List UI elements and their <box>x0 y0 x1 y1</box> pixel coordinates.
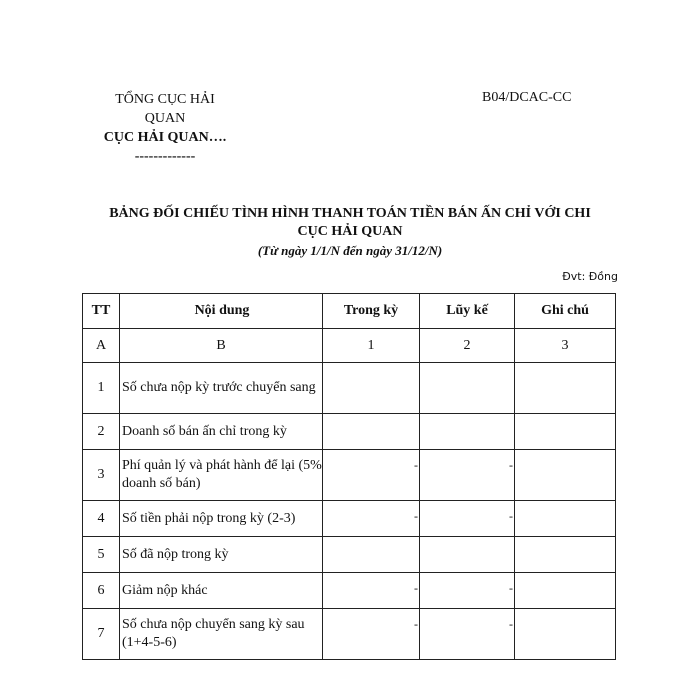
row-number: 5 <box>83 537 120 573</box>
row-content: Số đã nộp trong kỳ <box>120 537 323 573</box>
current-period-cell <box>323 537 420 573</box>
form-code: B04/DCAC-CC <box>482 90 572 105</box>
cumulative-cell: - <box>420 573 515 609</box>
org-name-line1: TỔNG CỤC HẢI <box>115 92 215 107</box>
issuing-authority <box>80 90 250 166</box>
cumulative-cell <box>420 537 515 573</box>
current-period-cell: - <box>323 501 420 537</box>
reconciliation-table <box>82 293 616 660</box>
header-tt: TT <box>83 294 120 329</box>
table-row <box>83 450 616 501</box>
current-period-cell <box>323 414 420 450</box>
header-cumulative: Lũy kế <box>420 294 515 329</box>
cumulative-cell <box>420 414 515 450</box>
notes-cell <box>515 537 616 573</box>
current-period-cell: - <box>323 609 420 660</box>
row-number: 7 <box>83 609 120 660</box>
table-row <box>83 573 616 609</box>
title-line2: CỤC HẢI QUAN <box>297 224 403 239</box>
code-2: 2 <box>420 329 515 363</box>
title-line1: BẢNG ĐỐI CHIẾU TÌNH HÌNH THANH TOÁN TIỀN BÁN ẤN CHỈ VỚI CHI <box>109 206 591 221</box>
header-notes: Ghi chú <box>515 294 616 329</box>
row-content: Số tiền phải nộp trong kỳ (2-3) <box>120 501 323 537</box>
notes-cell <box>515 501 616 537</box>
notes-cell <box>515 573 616 609</box>
row-content: Doanh số bán ấn chỉ trong kỳ <box>120 414 323 450</box>
org-name-line2: QUAN <box>144 111 186 126</box>
notes-cell <box>515 363 616 414</box>
notes-cell <box>515 450 616 501</box>
current-period-cell: - <box>323 450 420 501</box>
notes-cell <box>515 609 616 660</box>
table-row <box>83 501 616 537</box>
cumulative-cell <box>420 363 515 414</box>
table-header-row <box>83 294 616 329</box>
table-row <box>83 414 616 450</box>
row-content: Số chưa nộp chuyển sang kỳ sau (1+4-5-6) <box>120 609 323 660</box>
notes-cell <box>515 414 616 450</box>
department-name: CỤC HẢI QUAN…. <box>103 130 227 145</box>
table-row <box>83 363 616 414</box>
code-b: B <box>120 329 323 363</box>
row-number: 3 <box>83 450 120 501</box>
row-number: 1 <box>83 363 120 414</box>
row-number: 2 <box>83 414 120 450</box>
row-number: 6 <box>83 573 120 609</box>
code-3: 3 <box>515 329 616 363</box>
table-row <box>83 537 616 573</box>
table-row <box>83 609 616 660</box>
row-content: Giảm nộp khác <box>120 573 323 609</box>
row-content: Số chưa nộp kỳ trước chuyển sang <box>120 363 323 414</box>
cumulative-cell: - <box>420 609 515 660</box>
row-content: Phí quản lý và phát hành để lại (5% doanh số bán) <box>120 450 323 501</box>
header-current-period: Trong kỳ <box>323 294 420 329</box>
current-period-cell: - <box>323 573 420 609</box>
cumulative-cell: - <box>420 501 515 537</box>
current-period-cell <box>323 363 420 414</box>
header-divider: ------------- <box>134 149 196 164</box>
currency-unit: Đvt: Đồng <box>562 270 618 283</box>
code-1: 1 <box>323 329 420 363</box>
header-content: Nội dung <box>120 294 323 329</box>
column-code-row <box>83 329 616 363</box>
document-title <box>60 205 640 241</box>
row-number: 4 <box>83 501 120 537</box>
period-subtitle: (Từ ngày 1/1/N đến ngày 31/12/N) <box>257 243 443 258</box>
cumulative-cell: - <box>420 450 515 501</box>
code-a: A <box>83 329 120 363</box>
